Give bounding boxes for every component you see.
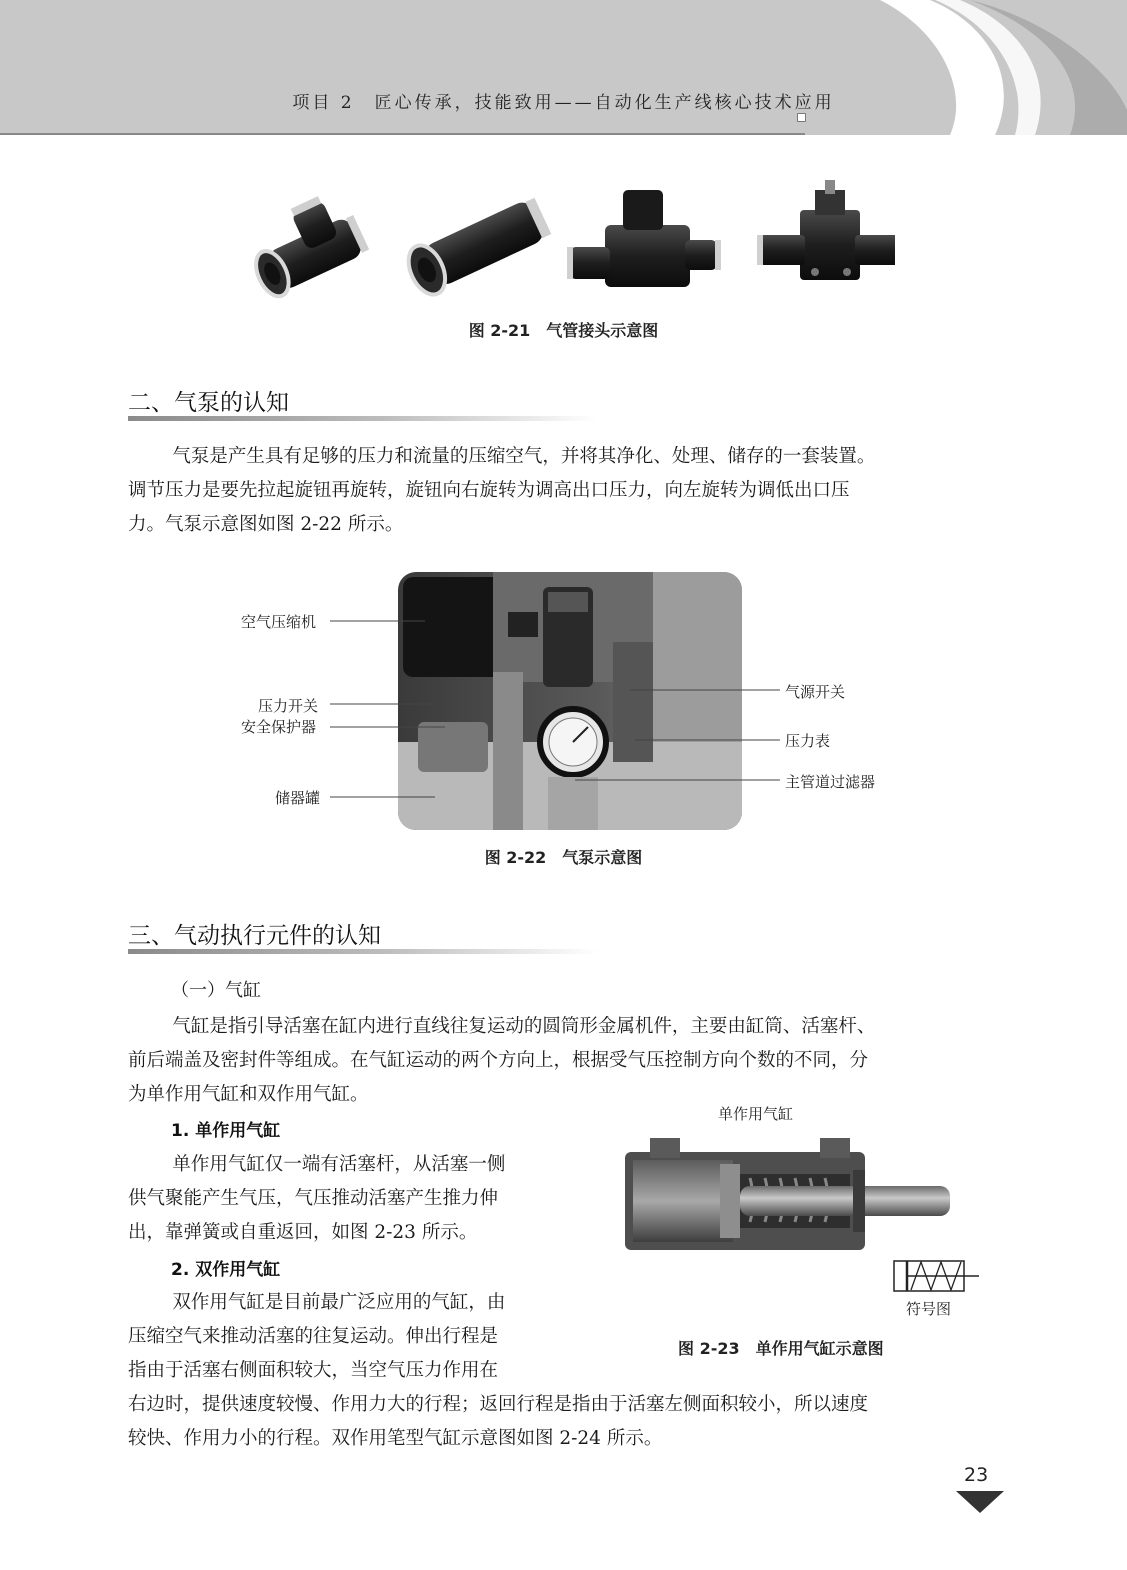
label-storage-tank: 储器罐 [275,789,321,807]
heading-underline [128,949,598,954]
page-marker-triangle-icon [956,1491,1004,1513]
subsection-cylinder: （一）气缸 [171,980,261,1001]
section2-paragraph [128,440,1002,542]
text-line: 出，靠弹簧或自重返回，如图 2-23 所示。 [128,1222,478,1243]
text-line: 力。气泵示意图如图 2-22 所示。 [128,514,404,535]
air-fittings-photo [235,180,895,310]
figure-title-single-acting: 单作用气缸 [718,1105,794,1123]
page-number: 23 [964,1464,989,1486]
text-line: 调节压力是要先拉起旋钮再旋转，旋钮向右旋转为调高出口压力，向左旋转为调低出口压 [128,480,850,501]
text-line: 指由于活塞右侧面积较大，当空气压力作用在 [128,1360,499,1381]
cylinder-paragraph [128,1010,1002,1112]
figure-caption-2-21: 图 2-21 气管接头示意图 [468,321,659,340]
text-line: 为单作用气缸和双作用气缸。 [128,1084,369,1105]
text-line: 较快、作用力小的行程。双作用笔型气缸示意图如图 2-24 所示。 [128,1428,663,1449]
double-acting-title: 2. 双作用气缸 [171,1260,281,1280]
single-acting-paragraph [128,1148,583,1250]
label-air-compressor: 空气压缩机 [241,613,317,631]
double-acting-paragraph-cont [128,1388,1002,1456]
double-acting-paragraph [128,1286,583,1388]
header-marker [797,113,806,122]
symbol-label: 符号图 [906,1300,952,1318]
figure-caption-2-23: 图 2-23 单作用气缸示意图 [678,1339,884,1358]
text-line: 气泵是产生具有足够的压力和流量的压缩空气，并将其净化、处理、储存的一套装置。 [172,446,876,467]
text-line: 右边时，提供速度较慢、作用力大的行程；返回行程是指由于活塞左侧面积较小，所以速度 [128,1394,869,1415]
section-heading-air-pump: 二、气泵的认知 [128,390,289,416]
text-line: 压缩空气来推动活塞的往复运动。伸出行程是 [128,1326,499,1347]
text-line: 供气聚能产生气压，气压推动活塞产生推力伸 [128,1188,499,1209]
header-swoosh [820,0,1127,135]
air-pump-leader-lines [325,610,805,810]
text-line: 双作用气缸是目前最广泛应用的气缸，由 [172,1292,506,1313]
label-pressure-switch: 压力开关 [258,697,319,715]
heading-underline [128,416,598,421]
cylinder-symbol-icon [893,1260,981,1296]
label-pressure-gauge: 压力表 [785,732,831,750]
text-line: 气缸是指引导活塞在缸内进行直线往复运动的圆筒形金属机件，主要由缸筒、活塞杆、 [172,1016,876,1037]
figure-caption-2-22: 图 2-22 气泵示意图 [484,848,643,867]
label-safety-protector: 安全保护器 [241,718,317,736]
label-air-source-switch: 气源开关 [785,683,846,701]
label-main-filter: 主管道过滤器 [785,773,876,791]
single-acting-cylinder-drawing [615,1130,985,1270]
text-line: 单作用气缸仅一端有活塞杆，从活塞一侧 [172,1154,506,1175]
running-header: 项目 2 匠心传承，技能致用——自动化生产线核心技术应用 [292,93,835,113]
single-acting-title: 1. 单作用气缸 [171,1121,281,1141]
section-heading-actuators: 三、气动执行元件的认知 [128,923,381,949]
header-rule [0,133,805,135]
text-line: 前后端盖及密封件等组成。在气缸运动的两个方向上，根据受气压控制方向个数的不同，分 [128,1050,869,1071]
